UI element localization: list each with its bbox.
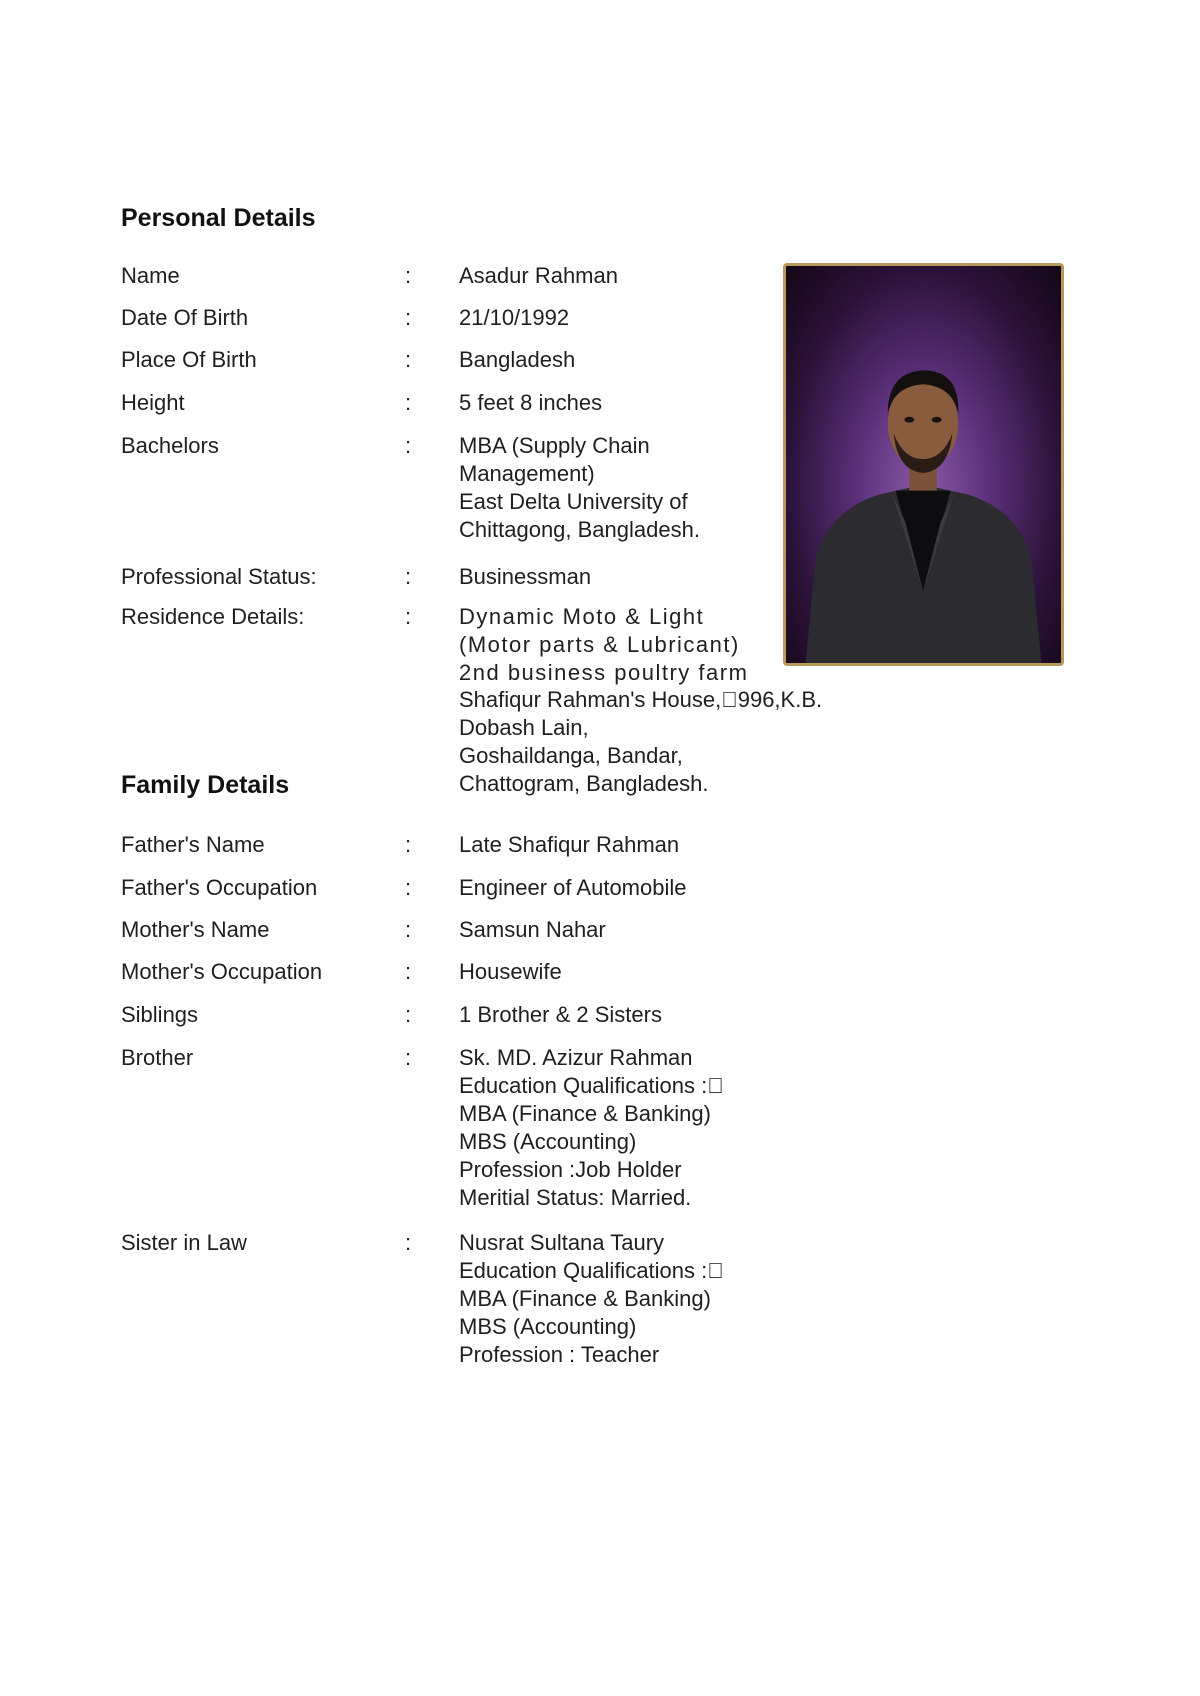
brother-line: MBA (Finance & Banking) [459, 1101, 711, 1126]
address-line: Shafiqur Rahman's House, 996,K.B. [459, 687, 823, 712]
separator: : [405, 1230, 412, 1255]
separator: : [405, 959, 412, 984]
family-details-heading: Family Details [121, 771, 290, 799]
bachelors-line: Management) [459, 461, 595, 486]
father-name-label: Father's Name [121, 832, 265, 857]
bachelors-line: Chittagong, Bangladesh. [459, 517, 700, 542]
separator: : [405, 305, 412, 330]
separator: : [405, 390, 412, 415]
res-line: Dynamic Moto & Light [459, 604, 705, 629]
separator: : [405, 433, 412, 458]
separator: : [405, 917, 412, 942]
height-label: Height [121, 390, 185, 415]
res-line: 2nd business poultry farm [459, 660, 749, 685]
brother-value [459, 1044, 879, 1212]
siblings-value: 1 Brother & 2 Sisters [459, 1002, 662, 1027]
siblings-label: Siblings [121, 1002, 199, 1027]
name-label: Name [121, 263, 180, 288]
res-line: (Motor parts & Lubricant) [459, 632, 740, 657]
sister-in-law-line: Nusrat Sultana Taury [459, 1230, 665, 1255]
father-name-value: Late Shafiqur Rahman [459, 832, 680, 857]
dob-label: Date Of Birth [121, 305, 249, 330]
bachelors-line: MBA (Supply Chain [459, 433, 650, 458]
sister-in-law-line: MBS (Accounting) [459, 1314, 637, 1339]
pob-value: Bangladesh [459, 347, 576, 372]
personal-details-heading: Personal Details [121, 204, 316, 232]
separator: : [405, 564, 412, 589]
height-value: 5 feet 8 inches [459, 390, 603, 415]
name-value: Asadur Rahman [459, 263, 618, 288]
address-line: Goshaildanga, Bandar, [459, 743, 683, 768]
separator: : [405, 1002, 412, 1027]
bachelors-label: Bachelors [121, 433, 219, 458]
brother-label: Brother [121, 1045, 194, 1070]
mother-name-label: Mother's Name [121, 917, 270, 942]
father-occ-label: Father's Occupation [121, 875, 318, 900]
bachelors-line: East Delta University of [459, 489, 688, 514]
address-line: Dobash Lain, [459, 715, 589, 740]
brother-line: Education Qualifications :  [459, 1073, 724, 1098]
sister-in-law-line: Education Qualifications :  [459, 1258, 724, 1283]
separator: : [405, 604, 412, 629]
separator: : [405, 832, 412, 857]
sister-in-law-line: MBA (Finance & Banking) [459, 1286, 711, 1311]
prof-label: Professional Status: [121, 564, 317, 589]
father-occ-value: Engineer of Automobile [459, 875, 687, 900]
sister-in-law-label: Sister in Law [121, 1230, 247, 1255]
brother-line: Sk. MD. Azizur Rahman [459, 1045, 693, 1070]
separator: : [405, 263, 412, 288]
sister-in-law-line: Profession : Teacher [459, 1342, 660, 1367]
separator: : [405, 875, 412, 900]
address-value [459, 686, 879, 798]
separator: : [405, 347, 412, 372]
dob-value: 21/10/1992 [459, 305, 570, 330]
brother-line: Profession :Job Holder [459, 1157, 682, 1182]
mother-occ-label: Mother's Occupation [121, 959, 323, 984]
brother-line: MBS (Accounting) [459, 1129, 637, 1154]
pob-label: Place Of Birth [121, 347, 257, 372]
brother-line: Meritial Status: Married. [459, 1185, 692, 1210]
prof-value: Businessman [459, 564, 592, 589]
person-illustration [786, 266, 1061, 663]
mother-name-value: Samsun Nahar [459, 917, 606, 942]
res-label: Residence Details: [121, 604, 305, 629]
mother-occ-value: Housewife [459, 959, 562, 984]
address-line: Chattogram, Bangladesh. [459, 771, 709, 796]
separator: : [405, 1045, 412, 1070]
sister-in-law-value [459, 1229, 879, 1369]
profile-photo [783, 263, 1064, 666]
